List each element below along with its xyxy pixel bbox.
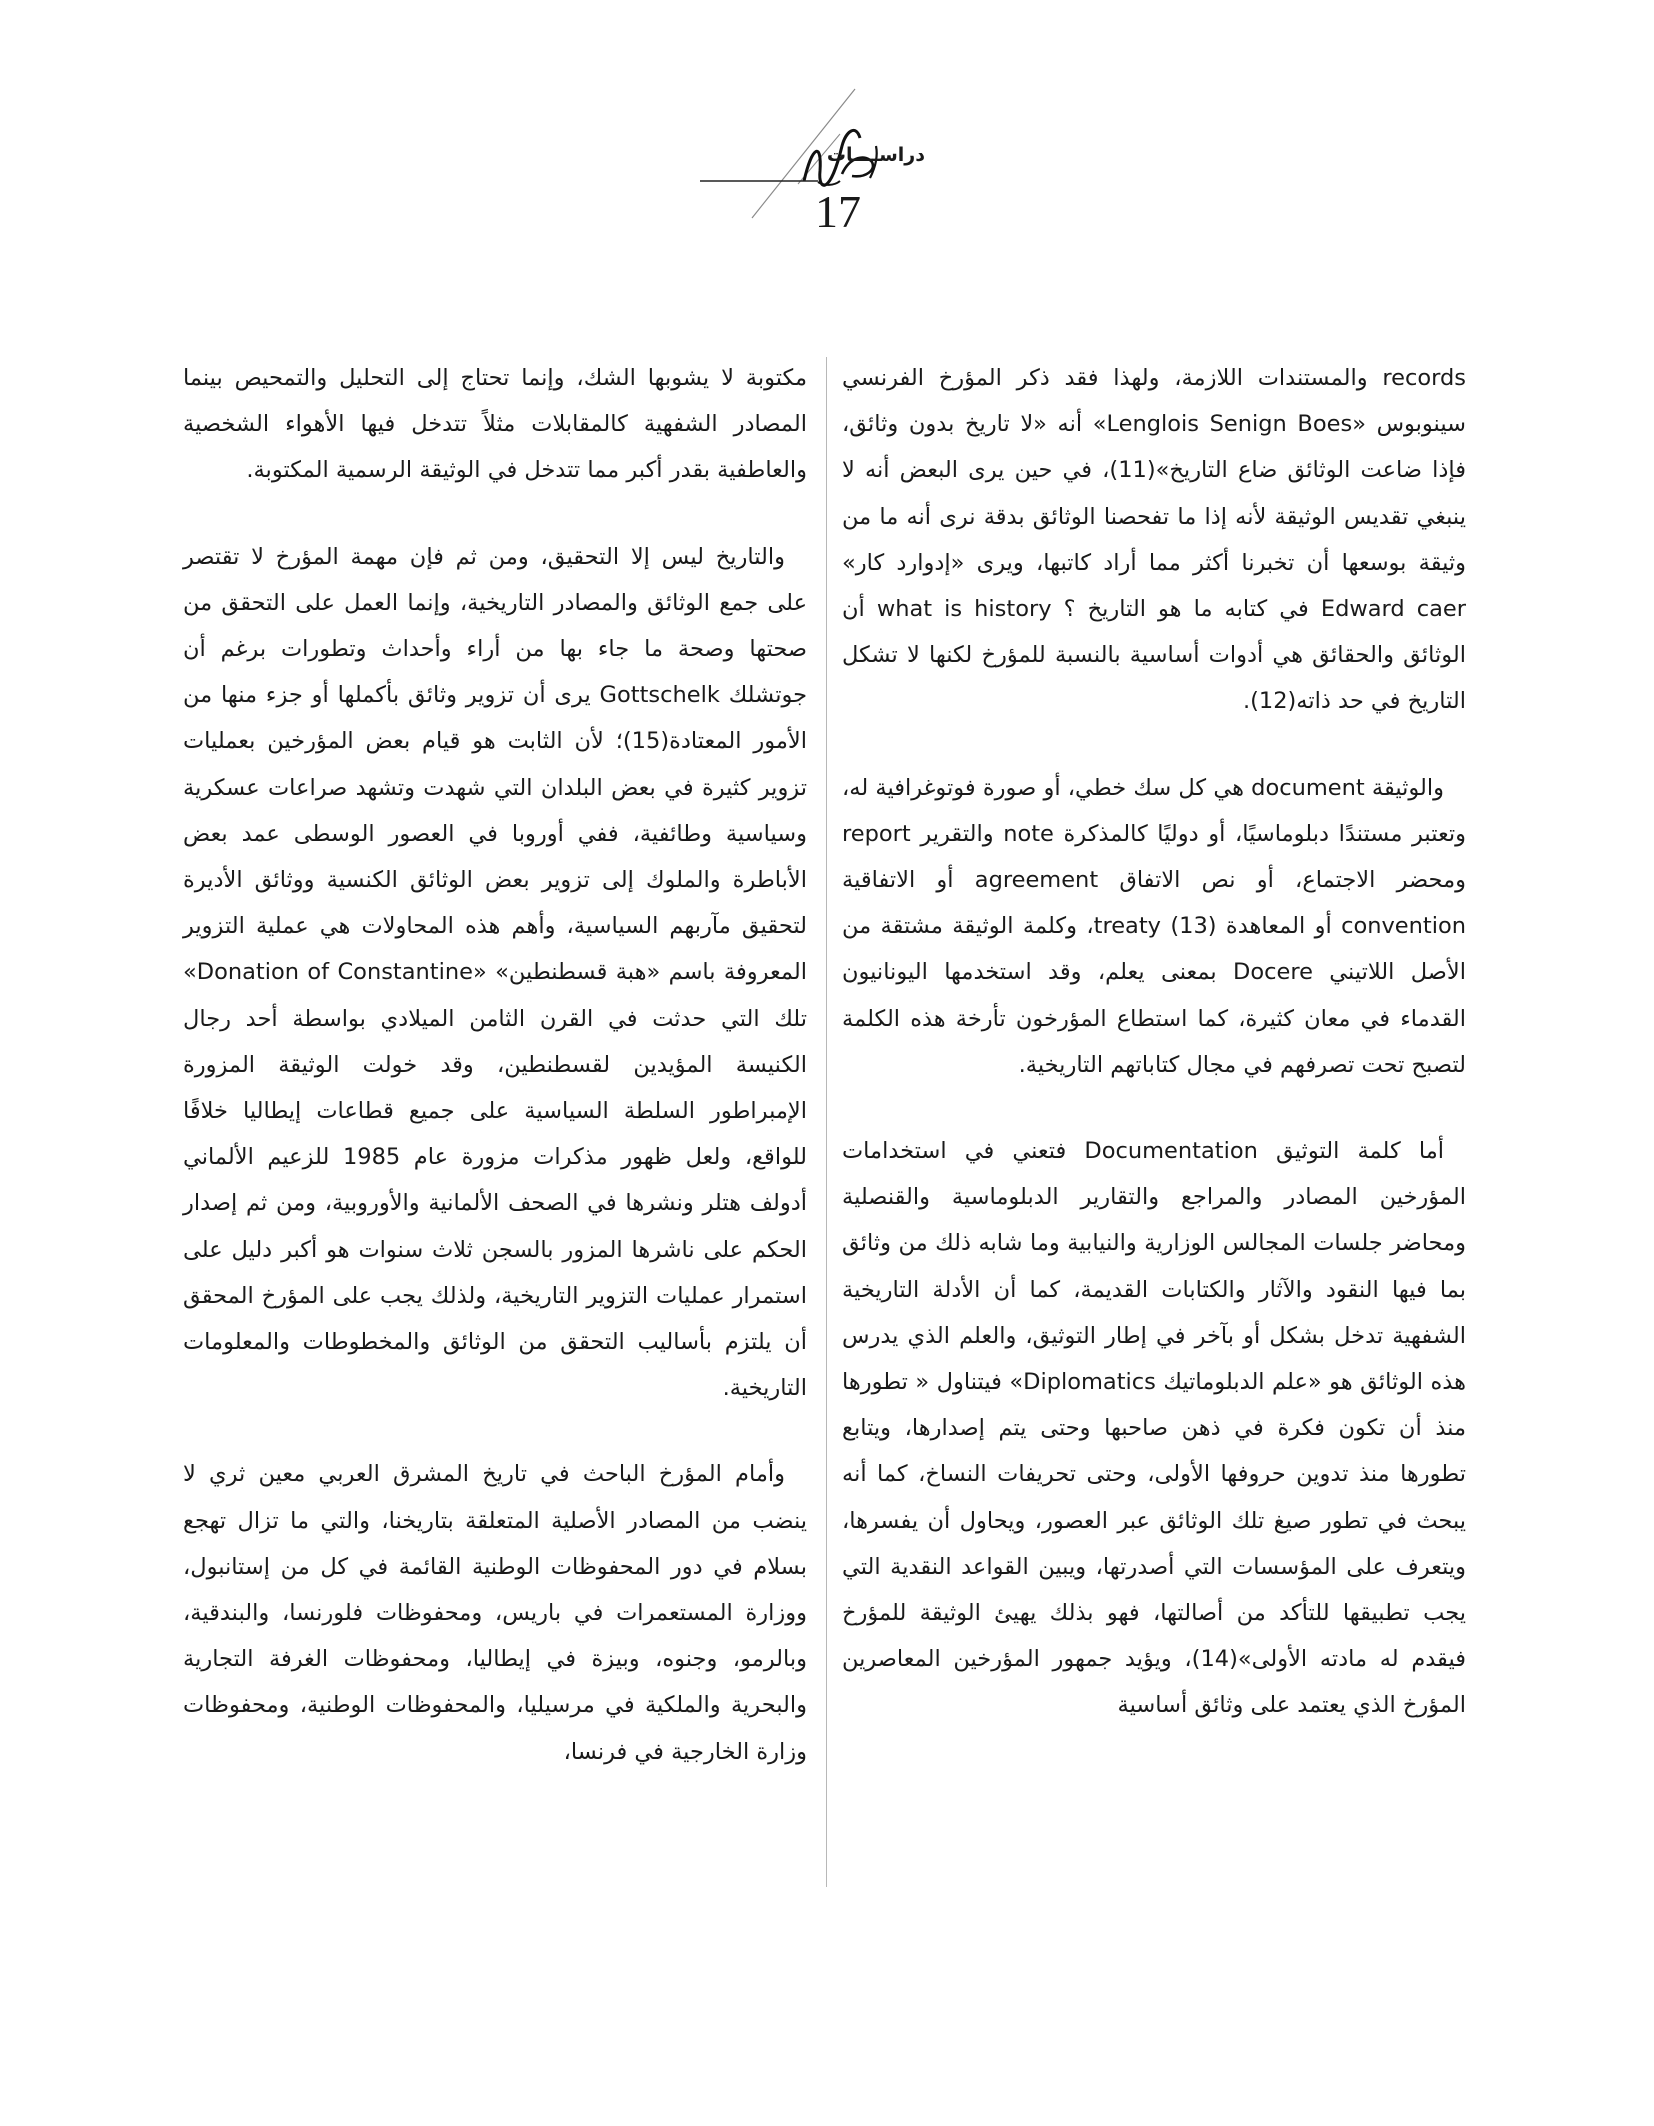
section-label: دراســــات <box>826 144 925 166</box>
paragraph: أما كلمة التوثيق Documentation فتعني في استخدامات المؤرخين المصادر والمراجع والتقارير الدبلوماسية والقنصلية ومحاضر جلسات المجالس الوزارية والنيابية وما شابه ذلك من وثائق بما فيها النقود والآثار والكتابات القديمة، كما أن الأدلة التاريخية الشفهية تدخل بشكل أو بآخر في إطار التوثيق، والعلم الذي يدرس هذه الوثائق هو «علم الدبلوماتيك Diplomatics» فيتناول « تطورها منذ أن تكون فكرة في ذهن صاحبها وحتى يتم إصدارها، ويتابع تطورها منذ تدوين حروفها الأولى، وحتى تحريفات النساخ، كما أنه يبحث في تطور صيغ تلك الوثائق عبر العصور، ويحاول أن يفسرها، ويتعرف على المؤسسات التي أصدرتها، ويبين القواعد النقدية التي يجب تطبيقها للتأكد من أصالتها، فهو بذلك يهيئ الوثيقة للمؤرخ فيقدم له مادته الأولى»(14)، ويؤيد جمهور المؤرخين المعاصرين المؤرخ الذي يعتمد على وثائق أساسية <box>842 1138 1466 1719</box>
paragraph: وأمام المؤرخ الباحث في تاريخ المشرق العربي معين ثري لا ينضب من المصادر الأصلية المتعلقة بتاريخنا، والتي ما تزال تهجع بسلام في دور المحفوظات الوطنية القائمة في كل من إستانبول، ووزارة المستعمرات في باريس، ومحفوظات فلورنسا، والبندقية، وبالرمو، وجنوه، وبيزة في إيطاليا، ومحفوظات الغرفة التجارية والبحرية والملكية في مرسيليا، والمحفوظات الوطنية، ومحفوظات وزارة الخارجية في فرنسا، <box>183 1461 807 1765</box>
right-column <box>842 355 1466 1729</box>
paragraph: records والمستندات اللازمة، ولهذا فقد ذكر المؤرخ الفرنسي سينوبوس «Lenglois Senign Boes» أنه «لا تاريخ بدون وثائق، فإذا ضاعت الوثائق ضاع التاريخ»(11)، في حين يرى البعض أنه لا ينبغي تقديس الوثيقة لأنه إذا ما تفحصنا الوثائق بدقة نرى أنه ما من وثيقة بوسعها أن تخبرنا أكثر مما أراد كاتبها، ويرى «إدوارد كار» Edward caer في كتابه ما هو التاريخ ؟ what is history أن الوثائق والحقائق هي أدوات أساسية بالنسبة للمؤرخ لكنها لا تشكل التاريخ في حد ذاته(12). <box>842 365 1466 715</box>
left-column <box>183 355 807 1775</box>
page-number: 17 <box>815 186 861 237</box>
column-divider <box>826 357 827 1887</box>
paragraph: مكتوبة لا يشوبها الشك، وإنما تحتاج إلى التحليل والتمحيص بينما المصادر الشفهية كالمقابلات مثلاً تتدخل فيها الأهواء الشخصية والعاطفية بقدر أكبر مما تتدخل في الوثيقة الرسمية المكتوبة. <box>183 365 807 484</box>
paragraph: والوثيقة document هي كل سك خطي، أو صورة فوتوغرافية له، وتعتبر مستندًا دبلوماسيًا، أو دوليًا كالمذكرة note والتقرير report ومحضر الاجتماع، أو نص الاتفاق agreement أو الاتفاقية convention أو المعاهدة treaty (13)، وكلمة الوثيقة مشتقة من الأصل اللاتيني Docere بمعنى يعلم، وقد استخدمها اليونانيون القدماء في معان كثيرة، كما استطاع المؤرخون تأرخة هذه الكلمة لتصبح تحت تصرفهم في مجال كتاباتهم التاريخية. <box>842 774 1466 1078</box>
paragraph: والتاريخ ليس إلا التحقيق، ومن ثم فإن مهمة المؤرخ لا تقتصر على جمع الوثائق والمصادر التاريخية، وإنما العمل على التحقق من صحتها وصحة ما جاء بها من أراء وأحداث وتطورات برغم أن جوتشلك Gottschelk يرى أن تزوير وثائق بأكملها أو جزء منها من الأمور المعتادة(15)؛ لأن الثابت هو قيام بعض المؤرخين بعمليات تزوير كثيرة في بعض البلدان التي شهدت وتشهد صراعات عسكرية وسياسية وطائفية، ففي أوروبا في العصور الوسطى عمد بعض الأباطرة والملوك إلى تزوير بعض الوثائق الكنسية ووثائق الأديرة لتحقيق مآربهم السياسية، وأهم هذه المحاولات هي عملية التزوير المعروفة باسم «هبة قسطنطين» «Donation of Constantine» تلك التي حدثت في القرن الثامن الميلادي بواسطة أحد رجال الكنيسة المؤيدين لقسطنطين، وقد خولت الوثيقة المزورة الإمبراطور السلطة السياسية على جميع قطاعات إيطاليا خلافًا للواقع، ولعل ظهور مذكرات مزورة عام 1985 للزعيم الألماني أدولف هتلر ونشرها في الصحف الألمانية والأوروبية، ومن ثم إصدار الحكم على ناشرها المزور بالسجن ثلاث سنوات هو أكبر دليل على استمرار عمليات التزوير التاريخية، ولذلك يجب على المؤرخ المحقق أن يلتزم بأساليب التحقق من الوثائق والمخطوطات والمعلومات التاريخية. <box>183 543 807 1402</box>
